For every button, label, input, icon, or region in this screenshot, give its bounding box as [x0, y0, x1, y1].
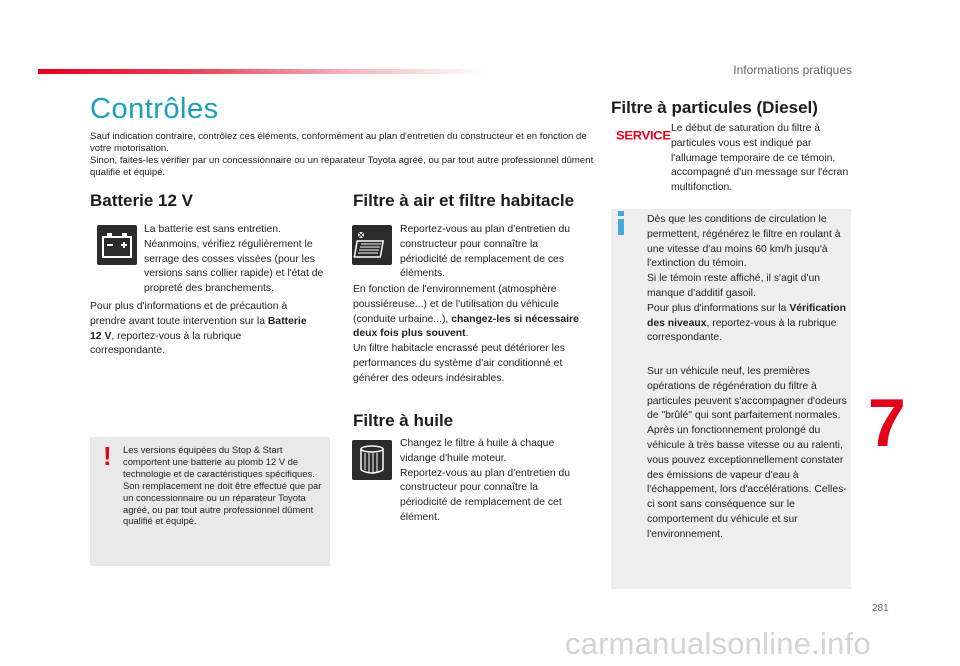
battery-more-link: Batterie 12 V	[90, 315, 307, 342]
watermark: carmanualsonline.info	[565, 626, 871, 661]
battery-more-post: , reportez-vous à la rubrique correspondante.	[90, 330, 242, 357]
page-number: 281	[872, 603, 889, 614]
battery-warning-text	[123, 444, 323, 527]
dpf-heading: Filtre à particules (Diesel)	[611, 98, 818, 117]
air-filter-icon	[352, 225, 392, 265]
intro-line-2: Sinon, faites-les vérifier par un concessionnaire ou un réparateur Toyota agréé, ou par tout autre professionnel dûment qualifié et équipé.	[90, 155, 594, 178]
air-filter-p3: Un filtre habitacle encrassé peut détériorer les performances du système d'air conditionné et générer des odeurs indésirables.	[353, 343, 565, 384]
battery-text	[144, 223, 334, 297]
section-label: Informations pratiques	[733, 63, 852, 77]
info-icon	[614, 211, 628, 235]
air-filter-p2-post: .	[465, 328, 469, 340]
dpf-info-p1: Dès que les conditions de circulation le permettent, régénérez le filtre en roulant à une vitesse d'au moins 60 km/h jusqu'à l'extinction du témoin.	[647, 214, 841, 270]
air-filter-p2-pre: En fonction de l'environnement (atmosphère poussiéreuse...) et de l'utilisation du véhicule (conduite urbaine...),	[353, 284, 559, 325]
oil-filter-heading: Filtre à huile	[353, 411, 454, 430]
air-filter-heading: Filtre à air et filtre habitacle	[353, 191, 575, 210]
battery-text-line-2: Néanmoins, vérifiez régulièrement le serrage des cosses vissées (pour les versions sans collier rapide) et l'état de propreté des branchements.	[144, 238, 324, 295]
warning-line-2: Son remplacement ne doit être effectué que par un concessionnaire ou un réparateur Toyota agréé, ou par tout autre professionnel dûment qualifié et équipé.	[123, 479, 322, 527]
air-filter-p2-bold: changez-les si nécessaire deux fois plus souvent	[353, 313, 579, 340]
header-accent-bar	[38, 69, 488, 74]
battery-text-line-1: La batterie est sans entretien.	[144, 224, 281, 235]
page-title: Contrôles	[90, 93, 219, 125]
oil-filter-line-1: Changez le filtre à huile à chaque vidange d'huile moteur.	[400, 438, 555, 464]
dpf-info-p3-pre: Pour plus d'informations sur la	[647, 302, 790, 314]
battery-more-info	[90, 300, 315, 359]
intro-text	[90, 131, 605, 179]
chapter-number: 7	[868, 385, 906, 461]
oil-filter-text	[400, 437, 585, 526]
dpf-info-p5: Après un fonctionnement prolongé du véhicule à très basse vitesse ou au ralenti, vous pouvez exceptionnellement constater des émissions de vapeur d'eau à l'échappement, lors d'accélérations. Celles-ci sont sans conséquence sur le comportement du véhicule et sur l'environnement.	[647, 425, 847, 540]
service-warning-icon: SERVICE	[616, 128, 671, 143]
oil-filter-icon	[352, 440, 392, 480]
battery-icon	[97, 225, 137, 265]
air-filter-text: Reportez-vous au plan d'entretien du constructeur pour connaître la périodicité de remplacement de ces éléments.	[400, 224, 571, 280]
warning-icon: !	[103, 441, 112, 471]
dpf-info-p4: Sur un véhicule neuf, les premières opérations de régénération du filtre à particules peuvent s'accompagner d'odeurs de "brûlé" qui sont parfaitement normales.	[647, 366, 847, 422]
air-filter-frequency	[353, 283, 593, 387]
dpf-info-text	[647, 213, 847, 346]
dpf-text: Le début de saturation du filtre à particules vous est indiqué par l'allumage temporaire de ce témoin, accompagné d'un message sur l'écran multifonction.	[671, 123, 849, 194]
oil-filter-line-2: Reportez-vous au plan d'entretien du constructeur pour connaître la périodicité de remplacement de cet élément.	[400, 467, 571, 523]
dpf-info-text-2	[647, 365, 849, 543]
dpf-info-p2: Si le témoin reste affiché, il s'agit d'un manque d'additif gasoil.	[647, 273, 821, 299]
intro-line-1: Sauf indication contraire, contrôlez ces éléments, conformément au plan d'entretien du constructeur et en fonction de votre motorisation.	[90, 131, 587, 154]
dpf-info-p3-post: , reportez-vous à la rubrique correspondante.	[647, 317, 837, 344]
battery-more-pre: Pour plus d'informations et de précaution à prendre avant toute intervention sur la	[90, 301, 288, 327]
dpf-info-p3-bold: Vérification des niveaux	[647, 302, 846, 329]
warning-line-1: Les versions équipées du Stop & Start comportent une batterie au plomb 12 V de technologie et de caractéristiques spécifiques.	[123, 444, 315, 479]
battery-heading: Batterie 12 V	[90, 191, 193, 210]
dpf-info-p3	[647, 302, 847, 346]
